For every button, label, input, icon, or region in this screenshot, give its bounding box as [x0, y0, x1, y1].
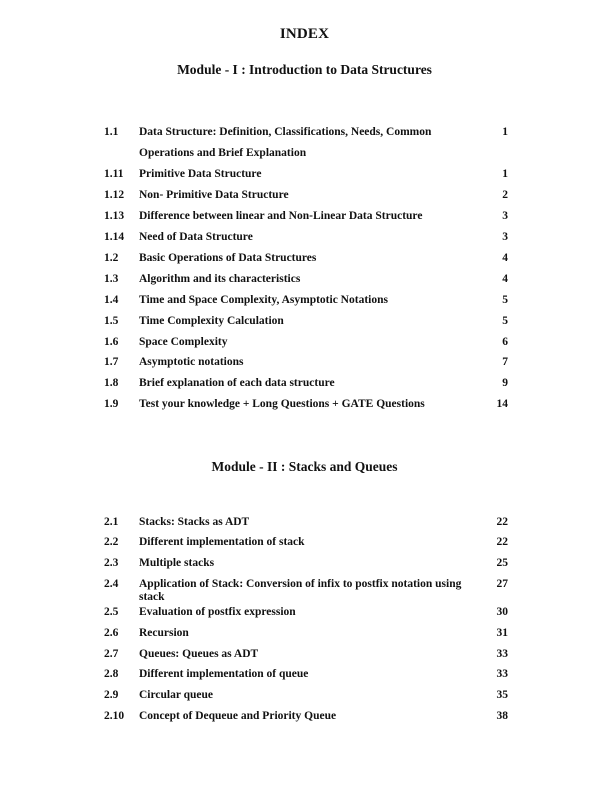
section-title: Different implementation of queue [139, 668, 309, 680]
section-title: Operations and Brief Explanation [139, 147, 307, 159]
section-title: Primitive Data Structure [139, 168, 262, 180]
page-title: INDEX [279, 26, 330, 42]
module-2-heading: Module - II : Stacks and Queues [211, 459, 398, 474]
page-number: 5 [502, 294, 508, 306]
section-title: Basic Operations of Data Structures [139, 252, 317, 264]
section-title: Queues: Queues as ADT [139, 648, 259, 660]
page-number: 35 [496, 689, 508, 701]
section-title: Space Complexity [139, 336, 228, 348]
page-number: 22 [496, 536, 508, 548]
section-number: 2.1 [104, 516, 119, 528]
section-number: 1.7 [104, 356, 119, 368]
page-number: 7 [502, 356, 508, 368]
section-title: Circular queue [139, 689, 214, 701]
section-number: 1.4 [104, 294, 119, 306]
section-number: 1.12 [104, 189, 125, 201]
page-number: 5 [502, 315, 508, 327]
section-title: Time and Space Complexity, Asymptotic Notations [139, 294, 388, 306]
section-title: Difference between linear and Non-Linear Data Structure [139, 210, 423, 222]
page-number: 9 [502, 377, 508, 389]
section-number: 1.13 [104, 210, 125, 222]
section-title: Brief explanation of each data structure [139, 377, 335, 389]
section-title: Asymptotic notations [139, 356, 244, 368]
section-title: Recursion [139, 627, 189, 639]
module-1-heading: Module - I : Introduction to Data Structures [177, 62, 432, 77]
section-number: 1.5 [104, 315, 119, 327]
section-number: 1.3 [104, 273, 119, 285]
section-title: Evaluation of postfix expression [139, 606, 296, 618]
section-number: 1.1 [104, 126, 119, 138]
section-number: 1.2 [104, 252, 119, 264]
section-number: 1.8 [104, 377, 119, 389]
page-number: 3 [502, 231, 508, 243]
page-number: 31 [496, 627, 508, 639]
section-title: Different implementation of stack [139, 536, 305, 548]
page-number: 1 [502, 168, 508, 180]
section-number: 2.3 [104, 557, 119, 569]
page-number: 4 [502, 252, 508, 264]
section-number: 2.5 [104, 606, 119, 618]
section-title: Algorithm and its characteristics [139, 273, 301, 285]
section-number: 1.11 [104, 168, 124, 180]
section-title: Multiple stacks [139, 557, 215, 569]
section-title: Time Complexity Calculation [139, 315, 284, 327]
section-title: Test your knowledge + Long Questions + GATE Questions [139, 398, 425, 410]
page-number: 25 [496, 557, 508, 569]
page-number: 4 [502, 273, 508, 285]
section-number: 2.2 [104, 536, 119, 548]
section-title: Non- Primitive Data Structure [139, 189, 289, 201]
page-number: 33 [496, 668, 508, 680]
section-title: Stacks: Stacks as ADT [139, 516, 250, 528]
section-number: 2.4 [104, 578, 119, 590]
section-number: 2.7 [104, 648, 119, 660]
section-number: 2.6 [104, 627, 119, 639]
section-number: 1.14 [104, 231, 125, 243]
page-number: 33 [496, 648, 508, 660]
page-number: 3 [502, 210, 508, 222]
page-number: 27 [496, 578, 508, 590]
page-number: 30 [496, 606, 508, 618]
section-title: Concept of Dequeue and Priority Queue [139, 710, 337, 722]
page-number: 6 [502, 336, 508, 348]
page-number: 1 [502, 126, 508, 138]
page-number: 38 [496, 710, 508, 722]
section-number: 2.10 [104, 710, 125, 722]
section-title: Application of Stack: Conversion of infix to postfix notation using stack [139, 578, 462, 603]
page-number: 2 [502, 189, 508, 201]
page-number: 22 [496, 516, 508, 528]
section-title: Data Structure: Definition, Classifications, Needs, Common [139, 126, 432, 138]
section-title: Need of Data Structure [139, 231, 253, 243]
page-number: 14 [496, 398, 508, 410]
section-number: 1.9 [104, 398, 119, 410]
section-number: 2.8 [104, 668, 119, 680]
section-number: 1.6 [104, 336, 119, 348]
section-number: 2.9 [104, 689, 119, 701]
